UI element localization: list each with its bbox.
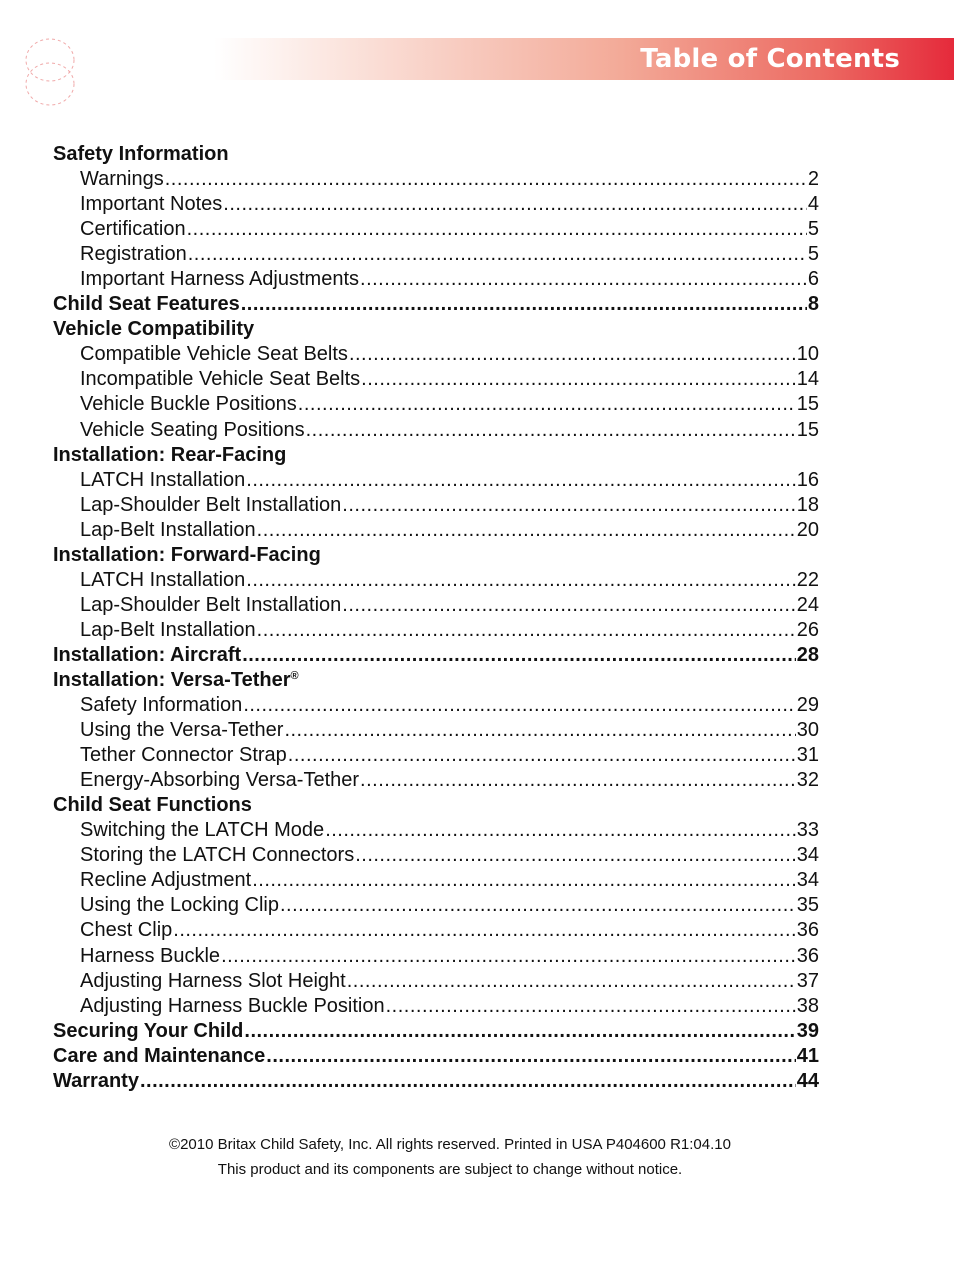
toc-entry-text: Important Harness Adjustments xyxy=(80,268,360,291)
toc-entry-label xyxy=(80,192,222,217)
toc-page-number: 15 xyxy=(796,418,819,441)
page-title: Table of Contents xyxy=(640,44,900,74)
toc-page-number: 26 xyxy=(796,618,819,641)
dot-leader xyxy=(246,568,795,593)
toc-entry-text: Vehicle Compatibility xyxy=(53,318,255,341)
toc-page-number: 32 xyxy=(796,769,819,792)
toc-entry-text: Storing the LATCH Connectors xyxy=(80,844,355,867)
toc-entry-label xyxy=(80,768,359,793)
toc-section-row[interactable] xyxy=(53,142,819,167)
toc-entry-row[interactable] xyxy=(53,493,819,518)
toc-entry-text: Installation: Rear-Facing xyxy=(53,443,287,466)
dot-leader xyxy=(242,643,796,668)
toc-entry-label xyxy=(80,267,359,292)
dot-leader xyxy=(288,743,796,768)
dot-leader xyxy=(342,593,795,618)
toc-entry-text: Adjusting Harness Slot Height xyxy=(80,969,346,992)
header-band xyxy=(214,38,954,80)
toc-entry-label xyxy=(53,1069,139,1094)
toc-page-number: 34 xyxy=(796,869,819,892)
toc-entry-row[interactable] xyxy=(53,994,819,1019)
toc-entry-label xyxy=(80,843,354,868)
toc-entry-label xyxy=(80,342,348,367)
toc-section-row[interactable] xyxy=(53,1069,819,1094)
toc-entry-text: Certification xyxy=(80,218,186,241)
dot-leader xyxy=(306,418,796,443)
toc-entry-label xyxy=(80,618,256,643)
toc-entry-text: Installation: Aircraft xyxy=(53,643,242,666)
toc-entry-text: Using the Versa-Tether xyxy=(80,719,284,742)
toc-page-number: 10 xyxy=(796,343,819,366)
toc-entry-text: Compatible Vehicle Seat Belts xyxy=(80,343,348,366)
toc-section-row[interactable] xyxy=(53,443,819,468)
toc-entry-text: Safety Information xyxy=(80,694,243,717)
toc-page-number: 39 xyxy=(796,1019,819,1042)
toc-entry-text: Chest Clip xyxy=(80,919,173,942)
toc-page-number: 28 xyxy=(796,643,819,666)
toc-page-number: 37 xyxy=(796,969,819,992)
copyright-line: ©2010 Britax Child Safety, Inc. All rights reserved. Printed in USA P404600 R1:04.10 xyxy=(169,1136,731,1153)
toc-section-row[interactable] xyxy=(53,793,819,818)
toc-entry-row[interactable] xyxy=(53,618,819,643)
toc-page-number: 16 xyxy=(796,468,819,491)
toc-entry-label xyxy=(80,944,220,969)
toc-entry-label xyxy=(80,918,172,943)
toc-entry-label xyxy=(80,693,242,718)
table-of-contents xyxy=(53,142,819,1094)
toc-entry-row[interactable] xyxy=(53,267,819,292)
toc-entry-label xyxy=(80,468,245,493)
dot-leader xyxy=(223,192,807,217)
dot-leader xyxy=(298,392,796,417)
toc-entry-label xyxy=(53,1044,265,1069)
toc-entry-label xyxy=(80,868,251,893)
toc-section-row[interactable] xyxy=(53,1019,819,1044)
toc-entry-row[interactable] xyxy=(53,868,819,893)
toc-entry-text: Tether Connector Strap xyxy=(80,744,287,767)
toc-entry-row[interactable] xyxy=(53,743,819,768)
toc-entry-row[interactable] xyxy=(53,593,819,618)
toc-entry-label xyxy=(80,593,341,618)
toc-entry-text: Vehicle Buckle Positions xyxy=(80,393,297,416)
toc-entry-label xyxy=(53,142,229,167)
toc-entry-text: LATCH Installation xyxy=(80,568,246,591)
toc-entry-label xyxy=(53,543,321,568)
toc-entry-label xyxy=(53,668,299,693)
toc-section-row[interactable] xyxy=(53,292,819,317)
toc-entry-text: Harness Buckle xyxy=(80,944,221,967)
toc-page-number: 38 xyxy=(796,994,819,1017)
dot-leader xyxy=(355,843,796,868)
dot-leader xyxy=(280,893,796,918)
toc-entry-label xyxy=(80,217,186,242)
dot-leader xyxy=(140,1069,796,1094)
toc-entry-text: Important Notes xyxy=(80,193,223,216)
toc-page-number: 41 xyxy=(796,1044,819,1067)
dot-leader xyxy=(165,167,807,192)
toc-entry-label xyxy=(53,317,254,342)
toc-entry-label xyxy=(53,793,252,818)
toc-entry-label xyxy=(80,568,245,593)
toc-entry-text: Lap-Belt Installation xyxy=(80,618,256,641)
dot-leader xyxy=(241,292,807,317)
toc-page-number: 5 xyxy=(807,218,819,241)
toc-entry-row[interactable] xyxy=(53,818,819,843)
toc-entry-label xyxy=(80,167,164,192)
toc-entry-row[interactable] xyxy=(53,468,819,493)
toc-entry-row[interactable] xyxy=(53,568,819,593)
dashed-circles-icon xyxy=(22,38,80,106)
dot-leader xyxy=(173,918,795,943)
toc-page-number: 36 xyxy=(796,944,819,967)
dot-leader xyxy=(244,1019,795,1044)
toc-entry-label xyxy=(80,392,297,417)
toc-entry-row[interactable] xyxy=(53,217,819,242)
toc-entry-row[interactable] xyxy=(53,718,819,743)
dot-leader xyxy=(187,217,807,242)
toc-entry-label xyxy=(80,493,341,518)
toc-entry-label xyxy=(80,818,324,843)
toc-entry-row[interactable] xyxy=(53,843,819,868)
toc-entry-row[interactable] xyxy=(53,392,819,417)
toc-page-number: 18 xyxy=(796,493,819,516)
dot-leader xyxy=(347,969,796,994)
toc-section-row[interactable] xyxy=(53,543,819,568)
toc-entry-row[interactable] xyxy=(53,242,819,267)
dot-leader xyxy=(342,493,795,518)
toc-entry-text: Adjusting Harness Buckle Position xyxy=(80,994,385,1017)
dot-leader xyxy=(349,342,796,367)
toc-entry-row[interactable] xyxy=(53,367,819,392)
toc-entry-text: LATCH Installation xyxy=(80,468,246,491)
toc-section-row[interactable] xyxy=(53,668,819,693)
toc-entry-text: Safety Information xyxy=(53,143,229,165)
toc-entry-text: Child Seat Functions xyxy=(53,794,252,817)
toc-entry-row[interactable] xyxy=(53,192,819,217)
toc-page-number: 31 xyxy=(796,744,819,767)
toc-entry-text: Lap-Shoulder Belt Installation xyxy=(80,593,342,616)
toc-entry-text: Warranty xyxy=(53,1069,139,1092)
toc-entry-row[interactable] xyxy=(53,768,819,793)
toc-entry-text: Recline Adjustment xyxy=(80,869,252,892)
toc-page-number: 34 xyxy=(796,844,819,867)
toc-page-number: 36 xyxy=(796,919,819,942)
toc-entry-row[interactable] xyxy=(53,167,819,192)
toc-page-number: 5 xyxy=(807,243,819,266)
toc-entry-label xyxy=(53,292,240,317)
toc-entry-label xyxy=(80,718,283,743)
dot-leader xyxy=(266,1044,795,1069)
dot-leader xyxy=(243,693,795,718)
toc-entry-row[interactable] xyxy=(53,969,819,994)
dot-leader xyxy=(386,994,796,1019)
toc-page-number: 33 xyxy=(796,819,819,842)
toc-page-number: 29 xyxy=(796,694,819,717)
toc-page-number: 30 xyxy=(796,719,819,742)
toc-entry-text: Child Seat Features xyxy=(53,293,240,316)
toc-entry-label xyxy=(80,518,256,543)
dot-leader xyxy=(361,367,796,392)
dot-leader xyxy=(325,818,796,843)
toc-entry-text: Energy-Absorbing Versa-Tether xyxy=(80,769,360,792)
toc-entry-label xyxy=(80,367,360,392)
toc-entry-row[interactable] xyxy=(53,342,819,367)
toc-entry-row[interactable] xyxy=(53,518,819,543)
toc-page-number: 24 xyxy=(796,593,819,616)
toc-entry-label xyxy=(53,443,286,468)
toc-section-row[interactable] xyxy=(53,317,819,342)
toc-page-number: 6 xyxy=(807,268,819,291)
toc-page-number: 35 xyxy=(796,894,819,917)
toc-section-row[interactable] xyxy=(53,1044,819,1069)
toc-entry-row[interactable] xyxy=(53,918,819,943)
disclaimer-line: This product and its components are subject to change without notice. xyxy=(217,1161,683,1178)
toc-entry-label xyxy=(80,893,279,918)
registered-mark: ® xyxy=(290,669,299,682)
toc-entry-text: Vehicle Seating Positions xyxy=(80,418,305,441)
toc-entry-label xyxy=(80,743,287,768)
toc-section-row[interactable] xyxy=(53,643,819,668)
toc-entry-text: Care and Maintenance xyxy=(53,1044,266,1067)
toc-entry-label xyxy=(80,418,305,443)
dot-leader xyxy=(188,242,807,267)
toc-entry-text: Securing Your Child xyxy=(53,1019,244,1042)
toc-entry-row[interactable] xyxy=(53,418,819,443)
toc-entry-text: Warnings xyxy=(80,168,164,191)
dot-leader xyxy=(246,468,795,493)
toc-entry-text: Registration xyxy=(80,243,187,266)
toc-page-number: 22 xyxy=(796,568,819,591)
dot-leader xyxy=(360,267,807,292)
toc-entry-label xyxy=(53,1019,243,1044)
toc-entry-text: Lap-Shoulder Belt Installation xyxy=(80,493,342,516)
toc-entry-text: Installation: Forward-Facing xyxy=(53,543,321,566)
toc-entry-text: Using the Locking Clip xyxy=(80,894,279,917)
toc-page-number: 4 xyxy=(807,193,819,216)
dot-leader xyxy=(257,518,796,543)
toc-entry-text: Incompatible Vehicle Seat Belts xyxy=(80,368,361,391)
dot-leader xyxy=(284,718,795,743)
toc-entry-text: Lap-Belt Installation xyxy=(80,518,256,541)
toc-entry-label xyxy=(80,969,346,994)
dot-leader xyxy=(252,868,796,893)
toc-page-number: 44 xyxy=(796,1069,819,1092)
toc-page-number: 8 xyxy=(807,293,819,316)
toc-entry-row[interactable] xyxy=(53,944,819,969)
dot-leader xyxy=(360,768,796,793)
toc-entry-row[interactable] xyxy=(53,693,819,718)
toc-page-number: 20 xyxy=(796,518,819,541)
toc-entry-label xyxy=(80,242,187,267)
dot-leader xyxy=(257,618,796,643)
toc-entry-label xyxy=(80,994,385,1019)
toc-entry-text: Switching the LATCH Mode xyxy=(80,819,325,842)
toc-page-number: 15 xyxy=(796,393,819,416)
toc-entry-row[interactable] xyxy=(53,893,819,918)
toc-page-number: 14 xyxy=(796,368,819,391)
toc-entry-label xyxy=(53,643,241,668)
dot-leader xyxy=(221,944,796,969)
toc-entry-text: Installation: Versa-Tether xyxy=(53,668,291,691)
toc-page-number: 2 xyxy=(807,168,819,191)
